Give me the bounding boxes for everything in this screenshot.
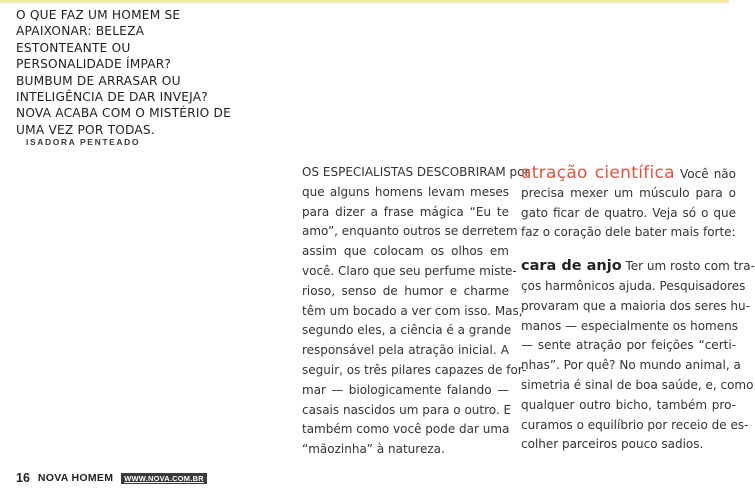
intro-line: APAIXONAR: BELEZA [16,24,145,39]
intro-line: UMA VEZ POR TODAS. [16,122,155,137]
section-title: atração científica [521,163,675,183]
body-line: mar — biologicamente falando — [302,382,509,397]
intro-heading [16,7,261,138]
body-line: para dizer a frase mágica “Eu te [302,204,509,219]
body-line: nhas”. Por quê? No mundo animal, a [521,358,741,373]
article-column-2 [302,163,530,460]
body-line: provaram que a maioria dos seres hu- [521,298,750,313]
body-line: segundo eles, a ciência é a grande [302,323,512,338]
intro-line: PERSONALIDADE ÍMPAR? [16,57,172,72]
section-first-line-text: Você não [674,167,736,181]
body-line: gato ficar de quatro. Veja só o que [521,205,736,220]
body-line: casais nascidos um para o outro. E [302,402,512,417]
body-line: você. Claro que seu perfume miste- [302,263,517,278]
body-line: também como você pode dar uma [302,422,510,437]
author-byline: ISADORA PENTEADO [26,137,141,147]
body-line: — sente atração por feições “certi- [521,338,736,353]
body-line: rioso, senso de humor e charme [302,283,509,298]
article-column-3 [521,163,755,455]
body-line: têm um bocado a ver com isso. Mas, [302,303,523,318]
publication-name: NOVA HOMEM [37,472,114,484]
body-line: assim que colocam os olhos em [302,244,509,259]
body-line: qualquer outro bicho, também pro- [521,397,736,412]
subsection-first-line [521,257,755,277]
body-line: responsável pela atração inicial. A [302,343,509,358]
top-color-band [0,0,729,3]
paragraph-spacer [521,243,736,257]
body-line: seguir, os três pilares capazes de for- [302,362,527,377]
body-line: colher parceiros pouco sadios. [521,437,704,452]
intro-line: NOVA ACABA COM O MISTÉRIO DE [16,106,231,121]
body-line: amo”, enquanto outros se derretem [302,224,518,239]
body-line: curamos o equilíbrio por receio de es- [521,417,749,432]
page-number: 16 [16,471,30,485]
body-line: precisa mexer um músculo para o [521,185,736,200]
body-line: “mãozinha” à natureza. [302,442,445,457]
body-line: manos — especialmente os homens [521,318,738,333]
body-line: que alguns homens levam meses [302,184,509,199]
section-first-line [521,164,736,184]
subsection-first-line-text: Ter um rosto com tra- [621,259,755,274]
intro-line: BUMBUM DE ARRASAR OU [16,73,181,88]
intro-line: ESTONTEANTE OU [16,40,131,55]
body-line: faz o coração dele bater mais forte: [521,225,736,240]
intro-line: INTELIGÊNCIA DE DAR INVEJA? [16,90,208,105]
subsection-title: cara de anjo [521,258,622,275]
intro-line: O QUE FAZ UM HOMEM SE [16,8,181,22]
body-line: OS ESPECIALISTAS DESCOBRIRAM por [302,165,530,179]
website-link[interactable]: WWW.NOVA.COM.BR [121,473,207,484]
page-footer [16,470,207,486]
body-line: simetria é sinal de boa saúde, e, como [521,377,754,392]
body-line: ços harmônicos ajuda. Pesquisadores [521,278,746,293]
